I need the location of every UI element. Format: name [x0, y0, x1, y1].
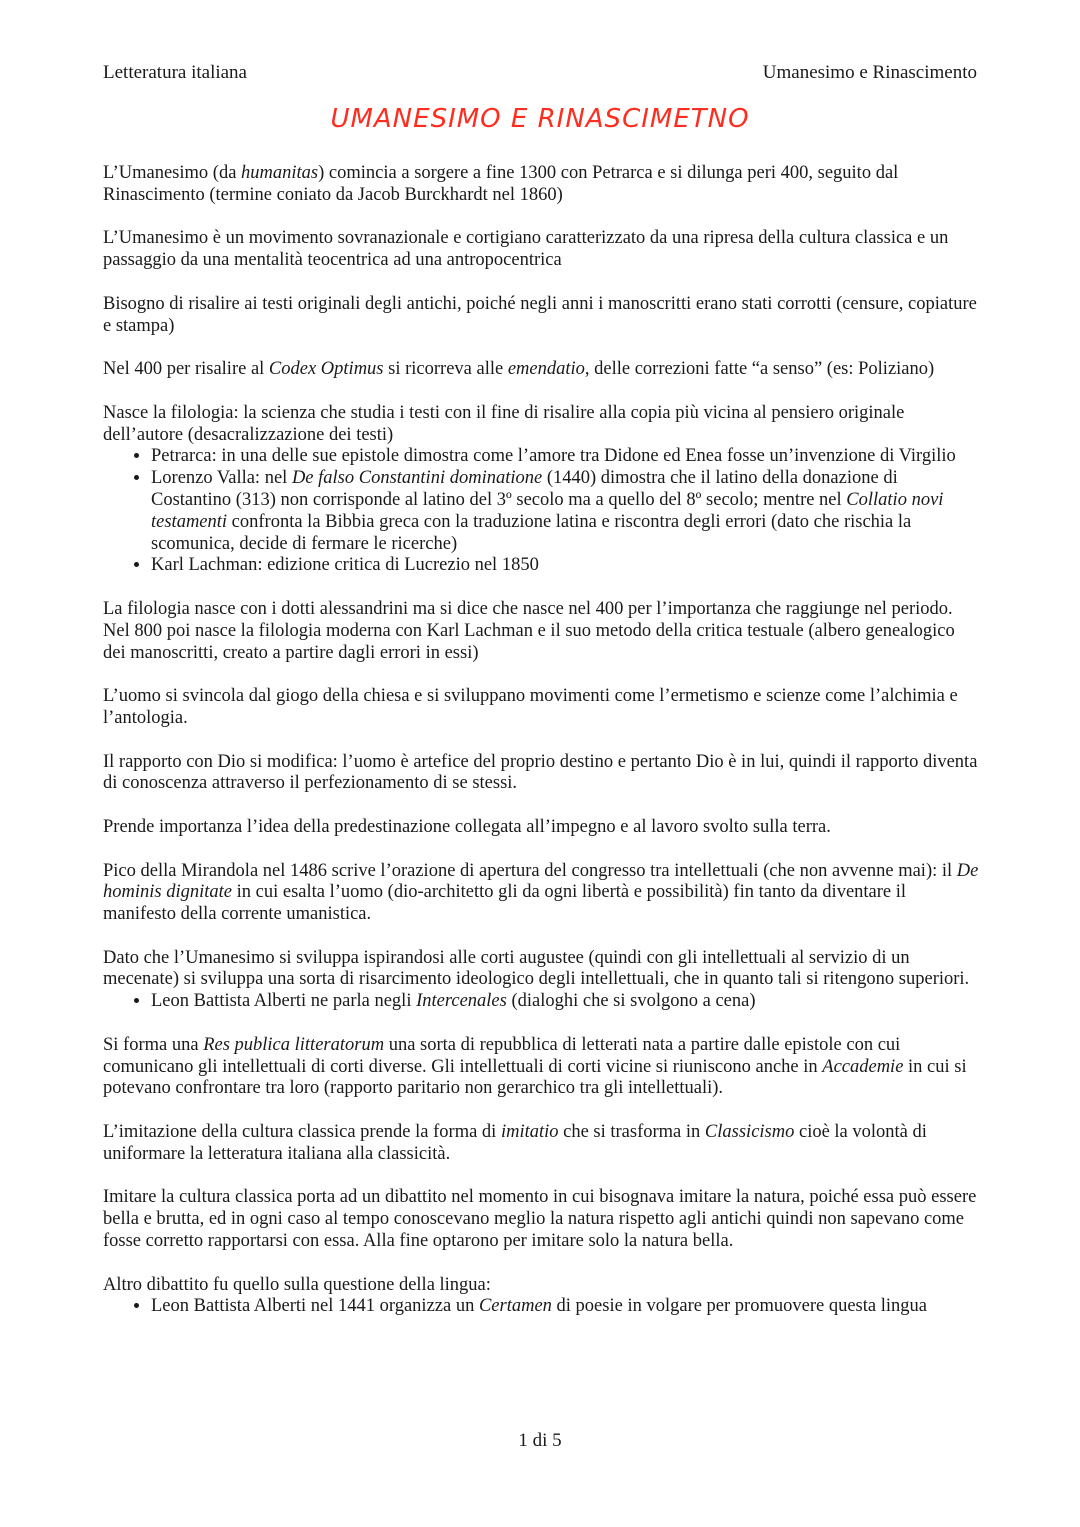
- paragraph: L’Umanesimo (da humanitas) comincia a sorgere a fine 1300 con Petrarca e si dilunga peri 400, seguito dal Rinascimento (termine coniato da Jacob Burckhardt nel 1860): [103, 163, 899, 205]
- page-header: [103, 62, 977, 84]
- header-topic: Umanesimo e Rinascimento: [762, 62, 977, 83]
- paragraph: Nasce la filologia: la scienza che studia i testi con il fine di risalire alla copia più vicina al pensiero originale dell’autore (desacralizzazione dei testi): [103, 402, 905, 445]
- paragraph: Nel 400 per risalire al Codex Optimus si ricorreva alle emendatio, delle correzioni fatte “a senso” (es: Poliziano): [103, 359, 935, 380]
- page-title: UMANESIMO E RINASCIMETNO: [330, 104, 750, 134]
- paragraph: L’Umanesimo è un movimento sovranazionale e cortigiano caratterizzato da una ripresa della cultura classica e un passaggio da una mentalità teocentrica ad una antropocentrica: [103, 228, 949, 271]
- page-number: 1 di 5: [518, 1430, 562, 1451]
- list-item: • Karl Lachman: edizione critica di Lucrezio nel 1850: [151, 555, 981, 577]
- list-item: • Leon Battista Alberti nel 1441 organizza un Certamen di poesie in volgare per promuovere questa lingua: [151, 1296, 981, 1318]
- paragraph: Bisogno di risalire ai testi originali degli antichi, poiché negli anni i manoscritti erano stati corrotti (censure, copiature e stampa): [103, 293, 977, 336]
- paragraph: Dato che l’Umanesimo si sviluppa ispirandosi alle corti augustee (quindi con gli intellettuali al servizio di un mecenate) si sviluppa una sorta di risarcimento ideologico degli intellettuali, che in quanto tali si ritengono superiori.: [103, 947, 970, 990]
- paragraph: Altro dibattito fu quello sulla questione della lingua:: [103, 1274, 491, 1295]
- paragraph: Imitare la cultura classica porta ad un dibattito nel momento in cui bisognava imitare la natura, poiché essa può essere bella e brutta, ed in ogni caso al tempo conoscevano meglio la natura rispetto agli antichi quindi non sapevano come fosse corretto rapportarsi con essa. Alla fine optarono per imitare solo la natura bella.: [103, 1187, 977, 1252]
- list-item: • Leon Battista Alberti ne parla negli Intercenales (dialoghi che si svolgono a cena): [151, 991, 981, 1013]
- paragraph: Prende importanza l’idea della predestinazione collegata all’impegno e al lavoro svolto sulla terra.: [103, 816, 831, 837]
- bullet-list: [103, 446, 981, 577]
- bullet-list: [103, 991, 981, 1013]
- paragraph: Il rapporto con Dio si modifica: l’uomo è artefice del proprio destino e pertanto Dio è in lui, quindi il rapporto diventa di conoscenza attraverso il perfezionamento di se stessi.: [103, 751, 978, 794]
- paragraph: Si forma una Res publica litteratorum una sorta di repubblica di letterati nata a partire dalle epistole con cui comunicano gli intellettuali di corti diverse. Gli intellettuali di corti vicine si riuniscono anche in Accademie in cui si potevano confrontare tra loro (rapporto paritario non gerarchico tra gli intellettuali).: [103, 1034, 967, 1099]
- paragraph: La filologia nasce con i dotti alessandrini ma si dice che nasce nel 400 per l’importanza che raggiunge nel periodo. Nel 800 poi nasce la filologia moderna con Karl Lachman e il suo metodo della critica testuale (albero genealogico dei manoscritti, creato a partire dagli errori in essi): [103, 598, 955, 663]
- list-item: • Petrarca: in una delle sue epistole dimostra come l’amore tra Didone ed Enea fosse un’invenzione di Virgilio: [151, 446, 981, 468]
- list-item: • Lorenzo Valla: nel De falso Constantini dominatione (1440) dimostra che il latino della donazione di Costantino (313) non corrisponde al latino del 3º secolo ma a quello del 8º secolo; mentre nel Collatio novi testamenti confronta la Bibbia greca con la traduzione latina e riscontra degli errori (dato che rischia la scomunica, decide di fermare le ricerche): [151, 468, 981, 555]
- document-body: [103, 163, 981, 1318]
- paragraph: Pico della Mirandola nel 1486 scrive l’orazione di apertura del congresso tra intellettuali (che non avvenne mai): il De hominis dignitate in cui esalta l’uomo (dio-architetto gli da ogni libertà e possibilità) fin tanto da diventare il manifesto della corrente umanistica.: [103, 860, 979, 925]
- bullet-list: [103, 1296, 981, 1318]
- paragraph: L’uomo si svincola dal giogo della chiesa e si sviluppano movimenti come l’ermetismo e scienze come l’alchimia e l’antologia.: [103, 686, 958, 728]
- paragraph: L’imitazione della cultura classica prende la forma di imitatio che si trasforma in Classicismo cioè la volontà di uniformare la letteratura italiana alla classicità.: [103, 1122, 927, 1164]
- header-subject: Letteratura italiana: [103, 62, 247, 83]
